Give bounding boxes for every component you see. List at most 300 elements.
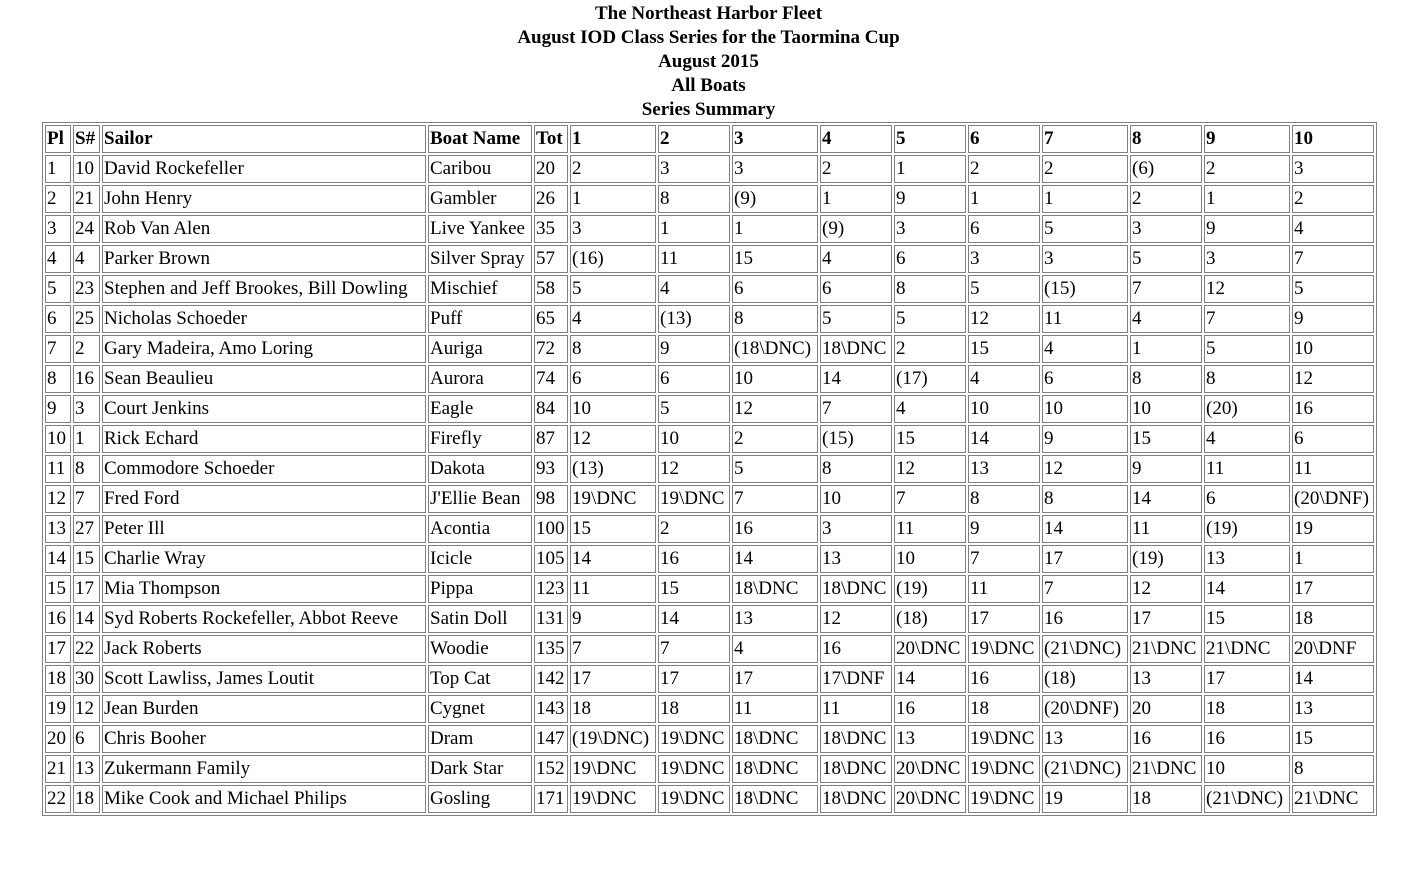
column-header-race-4: 4 [820, 125, 892, 153]
cell-boat-name: Cygnet [428, 695, 532, 723]
cell-race-6: 10 [968, 395, 1040, 423]
table-row [45, 335, 1374, 363]
cell-race-5: 10 [894, 545, 966, 573]
cell-race-5: 20\DNC [894, 755, 966, 783]
table-row [45, 665, 1374, 693]
cell-race-6: 8 [968, 485, 1040, 513]
cell-total: 171 [534, 785, 568, 813]
cell-race-1: 7 [570, 635, 656, 663]
cell-race-5: 7 [894, 485, 966, 513]
cell-race-9: 11 [1204, 455, 1290, 483]
cell-place: 20 [45, 725, 71, 753]
cell-place: 6 [45, 305, 71, 333]
cell-total: 100 [534, 515, 568, 543]
cell-race-3: 1 [732, 215, 818, 243]
cell-race-10: 16 [1292, 395, 1374, 423]
cell-boat-name: Auriga [428, 335, 532, 363]
cell-race-10: 20\DNF [1292, 635, 1374, 663]
cell-race-6: 19\DNC [968, 635, 1040, 663]
cell-race-1: 15 [570, 515, 656, 543]
fleet-title: The Northeast Harbor Fleet [594, 3, 823, 24]
cell-race-7: (21\DNC) [1042, 635, 1128, 663]
cell-race-8: 17 [1130, 605, 1202, 633]
cell-race-3: 17 [732, 665, 818, 693]
cell-race-8: 9 [1130, 455, 1202, 483]
cell-race-9: 10 [1204, 755, 1290, 783]
cell-sail-number: 22 [73, 635, 100, 663]
cell-sailor: Jack Roberts [102, 635, 426, 663]
cell-race-6: 12 [968, 305, 1040, 333]
table-row [45, 485, 1374, 513]
cell-sail-number: 16 [73, 365, 100, 393]
cell-sail-number: 30 [73, 665, 100, 693]
cell-race-7: 11 [1042, 305, 1128, 333]
results-table-header [45, 125, 1374, 153]
cell-race-5: 12 [894, 455, 966, 483]
cell-sail-number: 24 [73, 215, 100, 243]
table-row [45, 785, 1374, 813]
cell-race-10: 6 [1292, 425, 1374, 453]
cell-race-3: 18\DNC [732, 755, 818, 783]
cell-race-9: 1 [1204, 185, 1290, 213]
cell-race-6: 13 [968, 455, 1040, 483]
cell-race-4: (15) [820, 425, 892, 453]
cell-place: 21 [45, 755, 71, 783]
cell-race-10: 8 [1292, 755, 1374, 783]
cell-race-3: 16 [732, 515, 818, 543]
table-row [45, 545, 1374, 573]
cell-place: 12 [45, 485, 71, 513]
cell-race-10: (20\DNF) [1292, 485, 1374, 513]
cell-total: 35 [534, 215, 568, 243]
cell-race-1: 8 [570, 335, 656, 363]
cell-sailor: Charlie Wray [102, 545, 426, 573]
cell-sail-number: 21 [73, 185, 100, 213]
cell-boat-name: Silver Spray [428, 245, 532, 273]
cell-sailor: David Rockefeller [102, 155, 426, 183]
cell-race-8: (6) [1130, 155, 1202, 183]
cell-race-4: 5 [820, 305, 892, 333]
cell-total: 98 [534, 485, 568, 513]
cell-sailor: John Henry [102, 185, 426, 213]
cell-sail-number: 7 [73, 485, 100, 513]
cell-total: 147 [534, 725, 568, 753]
cell-race-8: 21\DNC [1130, 635, 1202, 663]
cell-place: 3 [45, 215, 71, 243]
cell-race-1: 2 [570, 155, 656, 183]
column-header-race-2: 2 [658, 125, 730, 153]
page-header [0, 0, 1417, 122]
table-row [45, 575, 1374, 603]
cell-race-9: 21\DNC [1204, 635, 1290, 663]
cell-race-10: 9 [1292, 305, 1374, 333]
cell-race-3: (9) [732, 185, 818, 213]
cell-sailor: Peter Ill [102, 515, 426, 543]
cell-race-2: 9 [658, 335, 730, 363]
cell-race-1: 5 [570, 275, 656, 303]
results-table-body [45, 155, 1374, 813]
cell-race-2: 12 [658, 455, 730, 483]
cell-race-7: 8 [1042, 485, 1128, 513]
cell-place: 2 [45, 185, 71, 213]
cell-boat-name: Caribou [428, 155, 532, 183]
cell-sail-number: 12 [73, 695, 100, 723]
cell-sailor: Mia Thompson [102, 575, 426, 603]
cell-race-9: 3 [1204, 245, 1290, 273]
cell-race-1: 11 [570, 575, 656, 603]
cell-race-2: 6 [658, 365, 730, 393]
cell-total: 123 [534, 575, 568, 603]
cell-sailor: Rob Van Alen [102, 215, 426, 243]
cell-race-7: 10 [1042, 395, 1128, 423]
cell-race-8: 21\DNC [1130, 755, 1202, 783]
cell-total: 135 [534, 635, 568, 663]
cell-race-9: 15 [1204, 605, 1290, 633]
cell-race-5: 20\DNC [894, 785, 966, 813]
cell-race-10: 1 [1292, 545, 1374, 573]
cell-race-8: 10 [1130, 395, 1202, 423]
cell-race-2: 18 [658, 695, 730, 723]
cell-race-8: 7 [1130, 275, 1202, 303]
cell-race-5: 2 [894, 335, 966, 363]
cell-race-7: 1 [1042, 185, 1128, 213]
cell-race-9: 16 [1204, 725, 1290, 753]
boat-filter-label: All Boats [671, 75, 746, 96]
cell-race-6: 1 [968, 185, 1040, 213]
cell-race-10: 12 [1292, 365, 1374, 393]
cell-total: 93 [534, 455, 568, 483]
cell-race-6: 4 [968, 365, 1040, 393]
cell-place: 22 [45, 785, 71, 813]
cell-race-7: 12 [1042, 455, 1128, 483]
cell-sail-number: 2 [73, 335, 100, 363]
column-header-race-10: 10 [1292, 125, 1374, 153]
cell-boat-name: Gosling [428, 785, 532, 813]
cell-race-4: 3 [820, 515, 892, 543]
cell-race-10: 7 [1292, 245, 1374, 273]
cell-sailor: Jean Burden [102, 695, 426, 723]
cell-race-3: 5 [732, 455, 818, 483]
results-table [42, 122, 1377, 816]
cell-race-4: 14 [820, 365, 892, 393]
cell-place: 8 [45, 365, 71, 393]
table-row [45, 365, 1374, 393]
cell-race-4: 18\DNC [820, 575, 892, 603]
cell-sailor: Stephen and Jeff Brookes, Bill Dowling [102, 275, 426, 303]
cell-race-10: 3 [1292, 155, 1374, 183]
table-row [45, 245, 1374, 273]
cell-race-8: (19) [1130, 545, 1202, 573]
cell-race-10: 11 [1292, 455, 1374, 483]
cell-race-3: 18\DNC [732, 725, 818, 753]
cell-race-3: 12 [732, 395, 818, 423]
cell-sail-number: 13 [73, 755, 100, 783]
cell-race-9: 17 [1204, 665, 1290, 693]
cell-race-2: 2 [658, 515, 730, 543]
cell-race-1: (13) [570, 455, 656, 483]
column-header-total: Tot [534, 125, 568, 153]
cell-place: 7 [45, 335, 71, 363]
cell-race-6: 15 [968, 335, 1040, 363]
cell-total: 87 [534, 425, 568, 453]
cell-race-3: 13 [732, 605, 818, 633]
cell-sailor: Fred Ford [102, 485, 426, 513]
cell-race-3: 6 [732, 275, 818, 303]
cell-race-8: 20 [1130, 695, 1202, 723]
cell-boat-name: Dram [428, 725, 532, 753]
column-header-sailor: Sailor [102, 125, 426, 153]
cell-sailor: Rick Echard [102, 425, 426, 453]
cell-race-2: 5 [658, 395, 730, 423]
cell-sailor: Sean Beaulieu [102, 365, 426, 393]
cell-total: 143 [534, 695, 568, 723]
cell-race-7: 19 [1042, 785, 1128, 813]
cell-race-4: 12 [820, 605, 892, 633]
cell-total: 72 [534, 335, 568, 363]
cell-race-10: 2 [1292, 185, 1374, 213]
cell-race-2: 17 [658, 665, 730, 693]
cell-race-1: 18 [570, 695, 656, 723]
cell-race-5: 4 [894, 395, 966, 423]
cell-race-9: 5 [1204, 335, 1290, 363]
cell-boat-name: Live Yankee [428, 215, 532, 243]
cell-total: 58 [534, 275, 568, 303]
table-row [45, 425, 1374, 453]
cell-sail-number: 3 [73, 395, 100, 423]
cell-race-6: 16 [968, 665, 1040, 693]
cell-race-5: (17) [894, 365, 966, 393]
cell-race-7: 2 [1042, 155, 1128, 183]
cell-race-7: (21\DNC) [1042, 755, 1128, 783]
cell-race-9: 4 [1204, 425, 1290, 453]
cell-boat-name: J'Ellie Bean [428, 485, 532, 513]
column-header-race-7: 7 [1042, 125, 1128, 153]
cell-race-8: 14 [1130, 485, 1202, 513]
cell-race-8: 2 [1130, 185, 1202, 213]
cell-race-4: 6 [820, 275, 892, 303]
cell-race-6: 9 [968, 515, 1040, 543]
cell-race-2: 7 [658, 635, 730, 663]
cell-race-6: 6 [968, 215, 1040, 243]
cell-sail-number: 17 [73, 575, 100, 603]
cell-race-6: 5 [968, 275, 1040, 303]
column-header-race-1: 1 [570, 125, 656, 153]
cell-race-5: 15 [894, 425, 966, 453]
cell-sail-number: 15 [73, 545, 100, 573]
cell-race-6: 14 [968, 425, 1040, 453]
cell-boat-name: Top Cat [428, 665, 532, 693]
table-row [45, 515, 1374, 543]
cell-race-10: 10 [1292, 335, 1374, 363]
column-header-sail-number: S# [73, 125, 100, 153]
column-header-race-5: 5 [894, 125, 966, 153]
cell-sailor: Commodore Schoeder [102, 455, 426, 483]
column-header-boat-name: Boat Name [428, 125, 532, 153]
cell-race-8: 12 [1130, 575, 1202, 603]
cell-race-10: 13 [1292, 695, 1374, 723]
cell-race-4: 4 [820, 245, 892, 273]
cell-place: 5 [45, 275, 71, 303]
cell-race-8: 13 [1130, 665, 1202, 693]
cell-boat-name: Eagle [428, 395, 532, 423]
cell-race-9: 14 [1204, 575, 1290, 603]
cell-race-1: 3 [570, 215, 656, 243]
summary-label: Series Summary [641, 99, 776, 120]
cell-race-3: 3 [732, 155, 818, 183]
cell-race-2: 8 [658, 185, 730, 213]
cell-place: 4 [45, 245, 71, 273]
table-row [45, 275, 1374, 303]
column-header-race-3: 3 [732, 125, 818, 153]
series-date: August 2015 [658, 51, 759, 72]
cell-sailor: Mike Cook and Michael Philips [102, 785, 426, 813]
cell-race-2: 16 [658, 545, 730, 573]
cell-race-7: (20\DNF) [1042, 695, 1128, 723]
cell-race-8: 15 [1130, 425, 1202, 453]
cell-race-2: 19\DNC [658, 785, 730, 813]
cell-race-8: 3 [1130, 215, 1202, 243]
cell-sail-number: 1 [73, 425, 100, 453]
cell-race-4: 2 [820, 155, 892, 183]
cell-race-6: 17 [968, 605, 1040, 633]
cell-race-6: 11 [968, 575, 1040, 603]
cell-race-9: 18 [1204, 695, 1290, 723]
cell-total: 65 [534, 305, 568, 333]
cell-total: 84 [534, 395, 568, 423]
cell-race-1: 10 [570, 395, 656, 423]
cell-race-5: 1 [894, 155, 966, 183]
cell-race-6: 7 [968, 545, 1040, 573]
cell-race-7: 17 [1042, 545, 1128, 573]
cell-race-3: 15 [732, 245, 818, 273]
column-header-race-9: 9 [1204, 125, 1290, 153]
cell-boat-name: Mischief [428, 275, 532, 303]
cell-race-9: 12 [1204, 275, 1290, 303]
cell-race-3: 8 [732, 305, 818, 333]
cell-sailor: Parker Brown [102, 245, 426, 273]
cell-sailor: Scott Lawliss, James Loutit [102, 665, 426, 693]
cell-race-7: 14 [1042, 515, 1128, 543]
cell-race-10: 21\DNC [1292, 785, 1374, 813]
cell-race-9: 9 [1204, 215, 1290, 243]
cell-race-7: (15) [1042, 275, 1128, 303]
cell-race-4: 8 [820, 455, 892, 483]
cell-place: 16 [45, 605, 71, 633]
cell-race-4: 7 [820, 395, 892, 423]
cell-race-7: 6 [1042, 365, 1128, 393]
cell-race-8: 1 [1130, 335, 1202, 363]
cell-sailor: Chris Booher [102, 725, 426, 753]
cell-race-2: 15 [658, 575, 730, 603]
cell-race-1: 12 [570, 425, 656, 453]
cell-race-10: 14 [1292, 665, 1374, 693]
cell-race-3: 11 [732, 695, 818, 723]
cell-race-5: 8 [894, 275, 966, 303]
cell-race-5: 5 [894, 305, 966, 333]
cell-race-9: (19) [1204, 515, 1290, 543]
cell-race-3: 18\DNC [732, 785, 818, 813]
cell-race-5: 20\DNC [894, 635, 966, 663]
cell-total: 131 [534, 605, 568, 633]
table-row [45, 605, 1374, 633]
cell-race-4: 11 [820, 695, 892, 723]
cell-race-1: (16) [570, 245, 656, 273]
cell-race-5: 13 [894, 725, 966, 753]
cell-race-6: 18 [968, 695, 1040, 723]
cell-race-5: 11 [894, 515, 966, 543]
cell-race-4: 18\DNC [820, 755, 892, 783]
series-title: August IOD Class Series for the Taormina Cup [517, 27, 900, 48]
cell-race-3: 4 [732, 635, 818, 663]
cell-race-2: 19\DNC [658, 725, 730, 753]
cell-race-4: 13 [820, 545, 892, 573]
cell-sail-number: 8 [73, 455, 100, 483]
cell-place: 11 [45, 455, 71, 483]
table-row [45, 215, 1374, 243]
cell-race-10: 4 [1292, 215, 1374, 243]
cell-race-9: (20) [1204, 395, 1290, 423]
cell-race-5: (18) [894, 605, 966, 633]
cell-sailor: Gary Madeira, Amo Loring [102, 335, 426, 363]
cell-race-1: 17 [570, 665, 656, 693]
table-row [45, 155, 1374, 183]
cell-race-3: 18\DNC [732, 575, 818, 603]
cell-race-7: (18) [1042, 665, 1128, 693]
cell-boat-name: Icicle [428, 545, 532, 573]
cell-race-6: 2 [968, 155, 1040, 183]
cell-race-6: 3 [968, 245, 1040, 273]
cell-sail-number: 14 [73, 605, 100, 633]
cell-sail-number: 23 [73, 275, 100, 303]
cell-race-9: 7 [1204, 305, 1290, 333]
cell-total: 152 [534, 755, 568, 783]
cell-place: 19 [45, 695, 71, 723]
cell-race-5: 16 [894, 695, 966, 723]
table-row [45, 635, 1374, 663]
cell-place: 14 [45, 545, 71, 573]
cell-place: 15 [45, 575, 71, 603]
cell-race-2: 10 [658, 425, 730, 453]
cell-race-4: 16 [820, 635, 892, 663]
cell-race-9: 2 [1204, 155, 1290, 183]
cell-race-8: 5 [1130, 245, 1202, 273]
cell-race-2: 19\DNC [658, 755, 730, 783]
cell-place: 17 [45, 635, 71, 663]
cell-race-10: 18 [1292, 605, 1374, 633]
cell-race-5: 9 [894, 185, 966, 213]
header-row [45, 125, 1374, 153]
cell-race-2: 4 [658, 275, 730, 303]
cell-race-4: (9) [820, 215, 892, 243]
cell-race-9: 8 [1204, 365, 1290, 393]
cell-race-2: 3 [658, 155, 730, 183]
cell-race-7: 3 [1042, 245, 1128, 273]
cell-place: 10 [45, 425, 71, 453]
cell-race-1: 14 [570, 545, 656, 573]
cell-sail-number: 25 [73, 305, 100, 333]
cell-boat-name: Firefly [428, 425, 532, 453]
cell-race-8: 8 [1130, 365, 1202, 393]
cell-race-10: 17 [1292, 575, 1374, 603]
cell-sailor: Zukermann Family [102, 755, 426, 783]
cell-total: 57 [534, 245, 568, 273]
cell-boat-name: Aurora [428, 365, 532, 393]
cell-boat-name: Dark Star [428, 755, 532, 783]
cell-boat-name: Pippa [428, 575, 532, 603]
cell-boat-name: Satin Doll [428, 605, 532, 633]
cell-sailor: Court Jenkins [102, 395, 426, 423]
cell-race-8: 4 [1130, 305, 1202, 333]
